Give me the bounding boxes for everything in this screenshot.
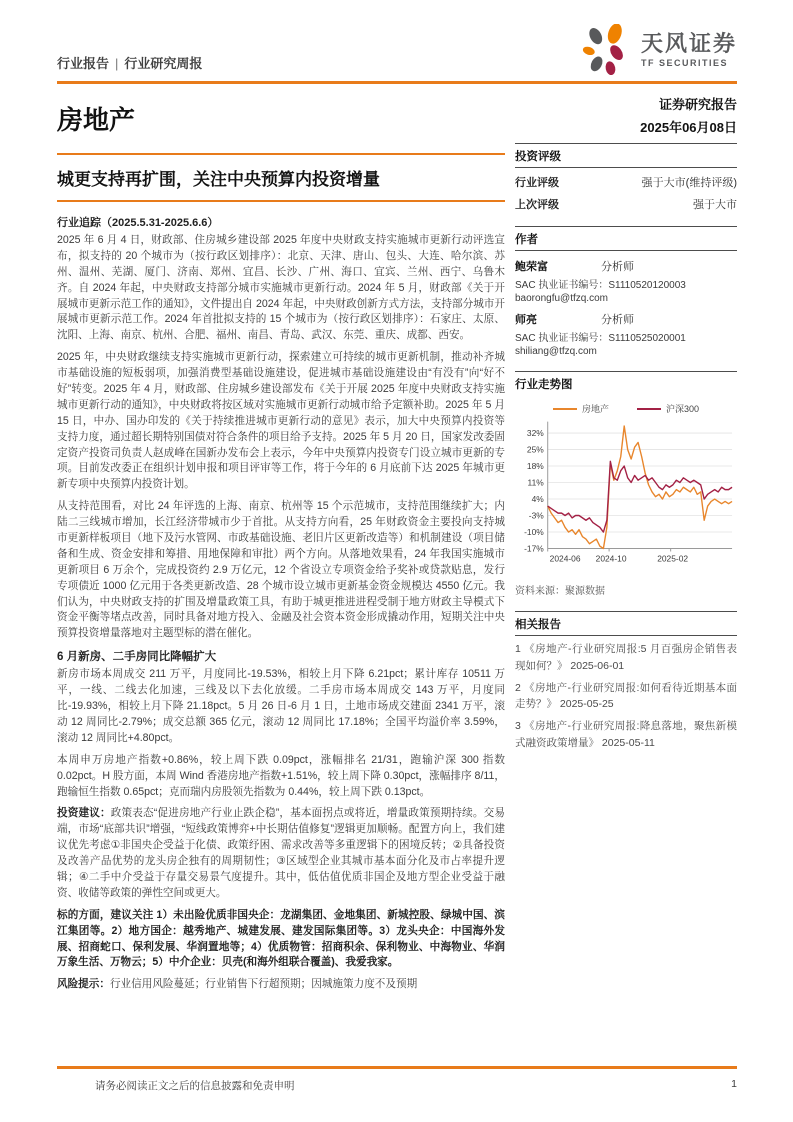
legend-label: 沪深300 bbox=[665, 404, 700, 414]
svg-text:2024-06: 2024-06 bbox=[549, 553, 581, 564]
author-role: 分析师 bbox=[601, 314, 634, 326]
author-cert: SAC 执业证书编号：S1110520120003 bbox=[515, 280, 686, 291]
report-date: 2025年06月08日 bbox=[640, 120, 737, 135]
legend-swatch-csi300 bbox=[637, 408, 661, 410]
author-email: baorongfu@tfzq.com bbox=[515, 293, 608, 304]
paragraph-text: 政策表态“促进房地产行业止跌企稳”，基本面拐点或将近，增量政策预期持续。交易端，市场“底部共识”增强，“短线政策博弈+中长期估值修复”逻辑更加顺畅。配置方向上，我们建议优先考虑①非国央企受益于化债、政策纾困、需求改善等多重逻辑下的困境反转；②具备投资及改善产品优势的龙头房企独有的周期韧性；③区域型企业其城市基本面分化及市占率提升逻辑；④二手中介受益于存量交易景气度提升。其中，低估值优质非国企及地方型企业受益于融资、收储等政策的弹性空间或更大。 bbox=[57, 807, 506, 899]
body-paragraph-stock-picks bbox=[57, 908, 505, 972]
rating-value: 强于大市 bbox=[693, 199, 737, 211]
breadcrumb bbox=[57, 53, 202, 76]
svg-text:-17%: -17% bbox=[524, 543, 544, 554]
footer-disclaimer: 请务必阅读正文之后的信息披露和免责申明 bbox=[95, 1080, 295, 1092]
rating-value: 强于大市(维持评级) bbox=[641, 177, 737, 189]
header-divider bbox=[57, 81, 737, 84]
rating-label: 上次评级 bbox=[515, 199, 559, 211]
rating-section-title: 投资评级 bbox=[515, 144, 737, 168]
rating-section bbox=[515, 143, 737, 212]
author-email: shiliang@tfzq.com bbox=[515, 346, 597, 357]
related-report-item: 2 《房地产-行业研究周报:如何看待近期基本面走势？》 2025-05-25 bbox=[515, 681, 737, 711]
report-headline: 城更支持再扩围，关注中央预算内投资增量 bbox=[57, 170, 380, 189]
svg-text:2024-10: 2024-10 bbox=[595, 553, 627, 564]
trend-chart-section bbox=[515, 372, 737, 597]
chart-legend bbox=[515, 402, 737, 415]
paragraph-text: 2025 年 6 月 4 日，财政部、住房城乡建设部 2025 年度中央财政支持实施城市更新行动评选宣布，拟支持的 20 个城市为（按行政区划排序）：北京、天津、唐山、包头、大连、哈尔滨、苏州、温州、芜湖、厦门、济南、郑州、宜昌、长沙、广州、海口、宜宾、兰州、西宁、乌鲁木齐。自 2024 年起，中央财政支持部分城市实施城市更新行动。2024 年 5 月，财政部《关于开展城市更新示范工作的通知》，文件提出自 2024 年起，中央财政创新方式方法，支持部分城市开展城市更新示范工作。2024 年首批拟支持的 15 个城市为（按行政区划排序）：石家庄、太原、沈阳、上海、南京、杭州、合肥、福州、南昌、青岛、武汉、东莞、重庆、成都、西安。 bbox=[57, 234, 505, 342]
authors-section-title: 作者 bbox=[515, 227, 737, 251]
legend-label: 房地产 bbox=[581, 404, 609, 414]
author-cert: SAC 执业证书编号：S1110525020001 bbox=[515, 333, 686, 344]
chart-source: 资料来源：聚源数据 bbox=[515, 586, 605, 597]
rating-row-previous bbox=[515, 190, 737, 212]
svg-text:2025-02: 2025-02 bbox=[657, 553, 689, 564]
svg-text:-10%: -10% bbox=[524, 526, 544, 537]
paragraph-text: 2025 年，中央财政继续支持实施城市更新行动，探索建立可持续的城市更新机制，推动补齐城市基础设施的短板弱项，加强消费型基础设施建设，促进城市基础设施建设由“有没有”向“好不好”转变。2025 年 4 月，财政部、住房城乡建设部发布《关于开展 2025 年度中央财政支持实施城市更新行动的通知》，中央财政将按区域对实施城市更新行动城市给予定额补助。2025 年 5 月 15 日，中办、国办印发的《关于持续推进城市更新行动的意见》表示，加大中央预算内投资等支持力度，通过超长期特别国债对符合条件的项目给予支持。2025 年 5 月 20 日，国家发改委固定资产投资司负责人赵成峰在国新办发布会上表示，今年中央预算内投资专门设立城市更新的专项。目前发改委正在组织计划申报和项目评审等工作，将于今年的 6 月底前下达 2025 年城市更新专项中央预算内投资计划。 bbox=[57, 351, 505, 491]
authors-section bbox=[515, 227, 737, 357]
author-block bbox=[515, 258, 737, 304]
report-category: 行业报告 bbox=[57, 56, 110, 71]
brand-text bbox=[640, 30, 737, 68]
section-heading-tracking: 行业追踪（2025.5.31-2025.6.6） bbox=[57, 217, 219, 229]
author-name: 师亮 bbox=[515, 314, 537, 326]
paragraph-text: 新房市场本周成交 211 万平，月度同比-19.53%，相较上月下降 6.21pct；累计库存 10511 万平，一线、二线去化加速，三线及以下去化放缓。二手房市场本周成交 143 万平，月度同比-19.93%，相较上月下降 21.18pct。5 月 26 日-6 月 1 日，土地市场成交建面 2341 万平，滚动 12 周同比-2.79%；成交总额 365 亿元，滚动 12 周同比 17.18%；全国平均溢价率 3.59%，滚动 12 周同比+4.80pct。 bbox=[57, 668, 505, 744]
svg-text:25%: 25% bbox=[526, 444, 544, 455]
report-type-label: 证券研究报告 bbox=[658, 97, 737, 112]
body-paragraph-investment-advice bbox=[57, 806, 505, 901]
rating-label: 行业评级 bbox=[515, 177, 559, 189]
tf-securities-flower-icon bbox=[581, 24, 633, 76]
svg-text:32%: 32% bbox=[526, 428, 544, 439]
body-paragraph bbox=[57, 667, 505, 746]
related-report-item: 3 《房地产-行业研究周报:降息落地，聚焦新模式融资政策增量》 2025-05-11 bbox=[515, 720, 737, 749]
legend-swatch-property bbox=[553, 408, 577, 410]
page-title: 房地产 bbox=[57, 105, 136, 135]
author-block bbox=[515, 311, 737, 357]
page-footer bbox=[57, 1066, 737, 1093]
legend-item bbox=[637, 402, 699, 415]
brand-name-en: TF SECURITIES bbox=[640, 57, 728, 68]
paragraph-text: 标的方面，建议关注 1）未出险优质非国央企：龙湖集团、金地集团、新城控股、绿城中国、滨江集团等。2）地方国企：越秀地产、城建发展、建发国际集团等。3）龙头央企：中国海外发展、招商蛇口、保利发展、华润置地等；4）优质物管：招商积余、保利物业、中海物业、华润万象生活、万物云；5）中介企业：贝壳(和海外组联合覆盖)、我爱我家。 bbox=[57, 908, 505, 969]
body-paragraph-risk-warning bbox=[57, 977, 505, 993]
headline-box bbox=[57, 153, 505, 202]
brand-name-cn: 天风证券 bbox=[640, 30, 737, 56]
svg-text:-3%: -3% bbox=[528, 510, 544, 521]
chart-section-title: 行业走势图 bbox=[515, 379, 573, 391]
right-sidebar bbox=[515, 94, 737, 999]
trend-chart-svg bbox=[515, 417, 737, 569]
body-paragraph bbox=[57, 233, 505, 344]
section-heading-market: 6 月新房、二手房同比降幅扩大 bbox=[57, 651, 217, 664]
paragraph-text: 本周申万房地产指数+0.86%，较上周下跌 0.09pct，涨幅排名 21/31，跑输沪深 300 指数 0.02pct。H 股方面，本周 Wind 香港房地产指数+1.51%，较上周下降 0.30pct，涨幅排序 8/11，跑输恒生指数 0.65pct；克而瑞内房股领先指数为 0.44%，较上周下跌 0.13pct。 bbox=[57, 753, 505, 798]
rating-row-industry bbox=[515, 168, 737, 190]
related-report-item: 1 《房地产-行业研究周报:5 月百强房企销售表现如何？》 2025-06-01 bbox=[515, 643, 737, 672]
main bbox=[57, 94, 737, 999]
left-column bbox=[57, 94, 505, 999]
author-name: 鲍荣富 bbox=[515, 261, 548, 273]
svg-text:18%: 18% bbox=[526, 461, 544, 472]
related-section-title: 相关报告 bbox=[515, 612, 737, 636]
related-reports-section bbox=[515, 612, 737, 752]
page-number: 1 bbox=[731, 1078, 737, 1090]
brand-logo bbox=[581, 24, 737, 76]
breadcrumb-separator: | bbox=[115, 56, 119, 71]
body-paragraph bbox=[57, 350, 505, 493]
paragraph-lead: 投资建议： bbox=[57, 807, 111, 820]
body-paragraph bbox=[57, 499, 505, 642]
body-paragraph bbox=[57, 753, 505, 801]
svg-text:4%: 4% bbox=[531, 493, 544, 504]
paragraph-text: 行业信用风险蔓延；行业销售下行超预期；因城施策力度不及预期 bbox=[109, 978, 418, 991]
svg-text:11%: 11% bbox=[527, 477, 544, 488]
header bbox=[57, 24, 737, 76]
report-subcategory: 行业研究周报 bbox=[124, 56, 203, 71]
author-role: 分析师 bbox=[601, 261, 634, 273]
paragraph-lead: 风险提示： bbox=[57, 978, 110, 991]
paragraph-text: 从支持范围看，对比 24 年评选的上海、南京、杭州等 15 个示范城市，支持范围继续扩大；内陆二三线城市增加，长江经济带城市少于首批。从支持方向看，25 年财政资金主要投向支持城市更新样板项目（地下及污水管网、市政基础设施、老旧片区更新改造等）和机制建设（项目储备和生成、资金安排和筹措、用地保障和审批）两个方向。从落地效果看，24 年我国实施城市更新项目 6 万余个，完成投资约 2.9 万亿元，12 个省设立专项资金给予奖补或贷款贴息，发行专项债近 1000 亿元用于各类更新改造、28 个城市设立城市更新基金资金规模达 4550 亿元。我们认为，中央财政支持的扩围及增量政策工具，有助于城更推进进程受制于地方财政主导模式下资金平衡等堵点改善，同时具备对地方投入、金融及社会资本资金形成撬动作用，短期关注中央预算投资增量落地对主题型标的潜在催化。 bbox=[57, 500, 505, 640]
legend-item bbox=[553, 402, 609, 415]
